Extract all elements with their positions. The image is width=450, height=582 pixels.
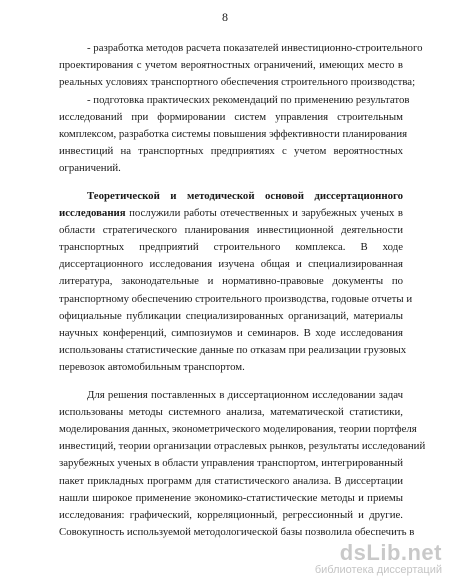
text-line: области стратегического планирования инвестиционной деятельности [59,223,403,236]
text-line: научных конференций, симпозиумов и семинаров. В ходе исследования [59,327,403,339]
text-line [59,205,403,222]
paragraph-3 [59,188,413,377]
text-line: исследований при формировании систем управления строительным [59,110,403,123]
text-line: литература, законодательные и нормативно-правовые документы по [59,275,403,288]
text-line: комплексом, разработка системы повышения эффективности планирования [59,127,408,140]
paragraph-4 [59,387,426,542]
text-line: проектирования с учетом вероятностных ограничений, имеющих место в [59,59,403,72]
watermark-caption: библиотека диссертаций [314,564,442,576]
text-line: Совокупность используемой методологической базы позволила обеспечить в [59,526,415,539]
text-line: использованы статистические данные по отказам при реализации грузовых [59,344,407,357]
text-line-bold: Теоретической и методической основой диссертационного [87,189,403,202]
text-line: нашли широкое применение экономико-статистические методы и приемы [59,491,403,504]
text-line: реальных условиях транспортного обеспечения строительного производства; [59,76,416,89]
text-line: - подготовка практических рекомендаций по применению результатов [87,93,410,106]
text-run: послужили работы отечественных и зарубежных ученых в [125,206,403,219]
paragraph-1 [59,40,423,92]
text-line: диссертационного исследования изучена общая и специализированная [59,258,403,271]
text-line: пакет прикладных программ для статистического анализа. В диссертации [59,474,403,487]
text-line: перевозок автомобильным транспортом. [59,361,245,374]
text-line: ограничений. [59,162,121,175]
text-line: транспортных предприятий строительного комплекса. В ходе [59,241,403,254]
text-line: - разработка методов расчета показателей инвестиционно-строительного [87,42,423,54]
paragraph-2 [59,92,410,178]
text-line: инвестиций, теории организации отраслевых рынков, результаты исследований [59,440,426,453]
text-line: инвестиций на транспортных предприятиях с учетом вероятностных [59,145,403,158]
text-line: Для решения поставленных в диссертационном исследовании задач [87,388,403,401]
body-text [59,40,426,541]
text-line: транспортному обеспечению строительного производства, годовые отчеты и [59,292,413,305]
page-number: 8 [222,10,228,24]
text-line: зарубежных ученых в области управления транспортом, интегрированный [59,457,403,470]
watermark-logo: dsLib.net [339,540,442,565]
text-line: моделирования данных, эконометрического моделирования, теории портфеля [59,422,417,435]
watermark [292,540,442,576]
paragraph-gap [59,178,403,188]
text-line: официальные публикации специализированных организаций, материалы [59,309,403,322]
bold-term: исследования [59,206,126,219]
paragraph-gap [59,377,403,387]
text-line: использованы методы системного анализа, математической статистики, [59,405,403,418]
text-line: исследования: графический, корреляционный, регрессионный и другие. [59,508,403,521]
